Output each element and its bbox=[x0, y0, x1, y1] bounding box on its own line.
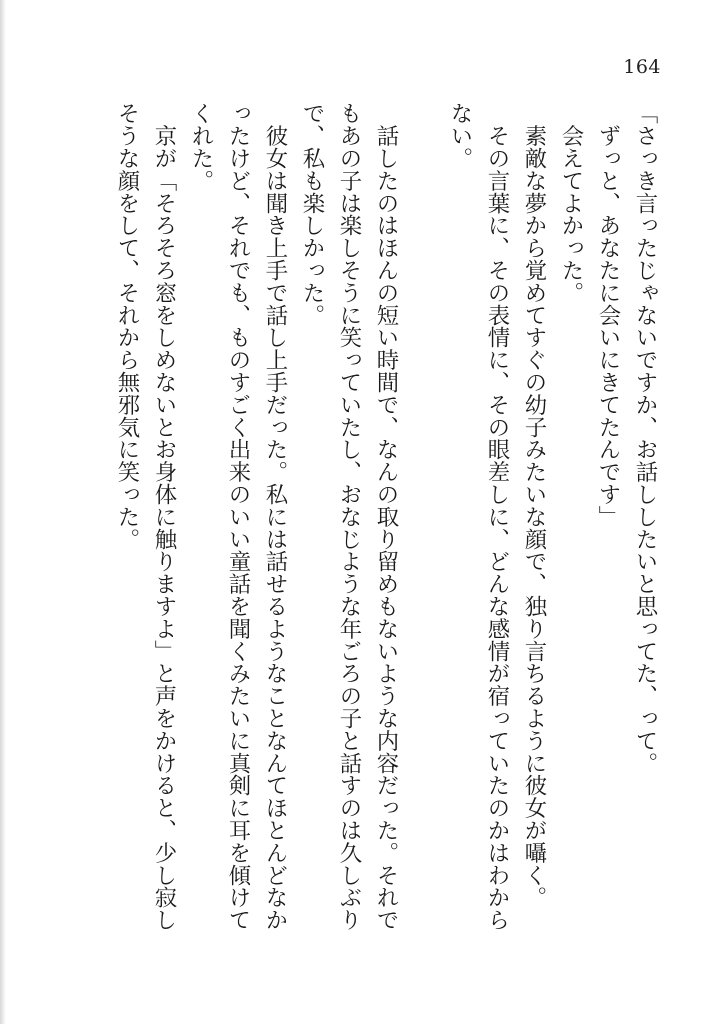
text-line: で、私も楽しかった。 bbox=[299, 102, 325, 326]
text-line: その言葉に、その表情に、その眼差しに、どんな感情が宿っていたのかはわから bbox=[484, 102, 510, 931]
page-edge-shadow bbox=[0, 0, 6, 1024]
text-line: 京が「そろそろ窓をしめないとお身体に触りますよ」と声をかけると、少し寂し bbox=[151, 102, 177, 931]
text-line: 話したのはほんの短い時間で、なんの取り留めもないような内容だった。それで bbox=[373, 102, 399, 931]
text-line: 「さっき言ったじゃないですか、お話ししたいと思ってた、って。 bbox=[632, 102, 658, 774]
text-line: そうな顔をして、それから無邪気に笑った。 bbox=[114, 102, 140, 550]
text-line: もあの子は楽しそうに笑っていたし、おなじような年ごろの子と話すのは久しぶり bbox=[336, 102, 362, 931]
text-line: 素敵な夢から覚めてすぐの幼子みたいな顔で、独り言ちるように彼女が囁く。 bbox=[521, 102, 547, 909]
text-line: ずっと、あなたに会いにきてたんです」 bbox=[595, 102, 621, 528]
text-line: 彼女は聞き上手で話し上手だった。私には話せるようなことなんてほとんどなか bbox=[262, 102, 288, 931]
text-line: ったけど、それでも、ものすごく出来のいい童話を聞くみたいに真剣に耳を傾けて bbox=[225, 102, 251, 931]
blank-line bbox=[404, 102, 441, 982]
page-number: 164 bbox=[623, 56, 661, 78]
text-line: くれた。 bbox=[188, 102, 214, 192]
text-line: 会えてよかった。 bbox=[558, 102, 584, 304]
vertical-body-text bbox=[108, 102, 663, 982]
text-line: ない。 bbox=[447, 102, 473, 170]
